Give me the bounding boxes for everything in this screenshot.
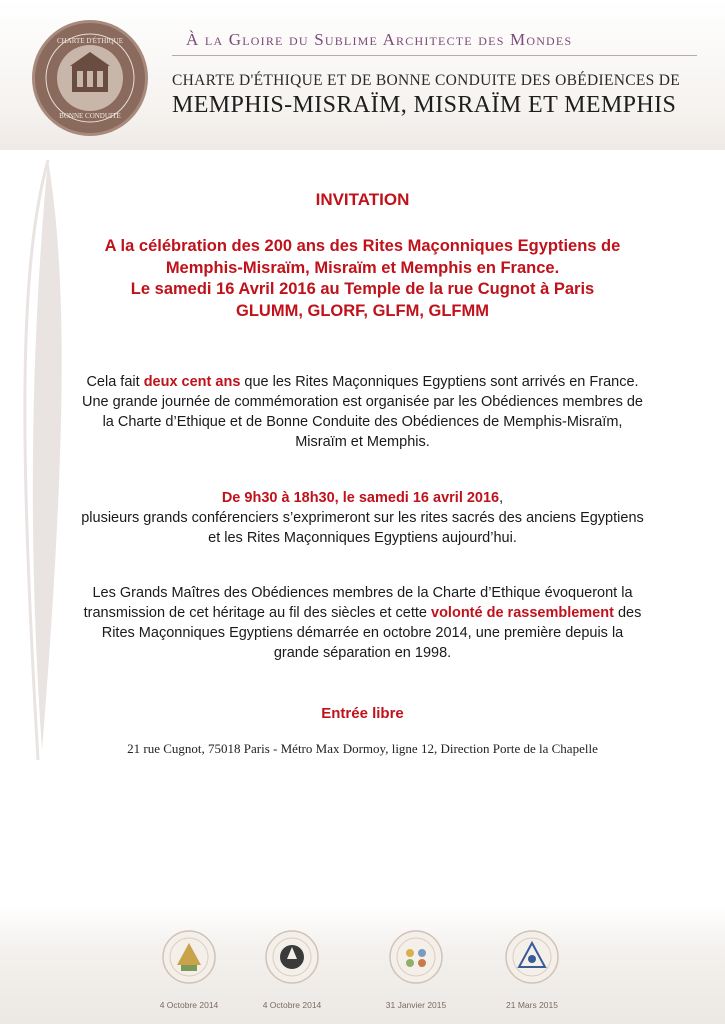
highlight-text: volonté de rassemblement bbox=[431, 605, 614, 621]
glorf-seal-icon bbox=[264, 929, 320, 985]
charter-seal-logo bbox=[30, 18, 150, 138]
free-entry-label: Entrée libre bbox=[321, 705, 404, 722]
event-address: 21 rue Cugnot, 75018 Paris - Métro Max Dormoy, ligne 12, Direction Porte de la Chapelle bbox=[127, 741, 598, 756]
logo-date: 31 Janvier 2015 bbox=[385, 1000, 447, 1010]
paragraph-line bbox=[0, 603, 725, 623]
paragraph-line: grande séparation en 1998. bbox=[273, 645, 452, 661]
logo-date: 4 Octobre 2014 bbox=[159, 1000, 219, 1010]
logo-date: 21 Mars 2015 bbox=[506, 1000, 558, 1010]
text-run: transmission de cet héritage au fil des siècles et cette bbox=[83, 605, 432, 621]
paragraph-line: plusieurs grands conférenciers s’exprimeront sur les rites sacrés des anciens Egyptiens bbox=[81, 510, 644, 526]
subtitle-line: A la célébration des 200 ans des Rites Maçonniques Egyptiens de bbox=[104, 237, 621, 255]
paragraph-line: et les Rites Maçonniques Egyptiens aujourd’hui. bbox=[208, 530, 517, 546]
subtitle-line: Le samedi 16 Avril 2016 au Temple de la rue Cugnot à Paris bbox=[130, 280, 595, 298]
logo-date: 4 Octobre 2014 bbox=[262, 1000, 322, 1010]
header-tagline: À la Gloire du Sublime Architecte des Mondes bbox=[186, 30, 573, 49]
text-run: Cela fait bbox=[86, 374, 144, 390]
svg-text:BONNE CONDUITE: BONNE CONDUITE bbox=[59, 112, 121, 120]
highlight-text: deux cent ans bbox=[143, 374, 241, 390]
schedule-paragraph bbox=[0, 488, 725, 548]
header-obediences-line: MEMPHIS-MISRAÏM, MISRAÏM ET MEMPHIS bbox=[172, 92, 677, 118]
paragraph-line: la Charte d’Ethique et de Bonne Conduite des Obédiences de Memphis-Misraïm, bbox=[102, 414, 623, 430]
intro-paragraph bbox=[0, 372, 725, 452]
event-subtitle bbox=[0, 236, 725, 322]
glfm-seal-icon bbox=[388, 929, 444, 985]
subtitle-line: GLUMM, GLORF, GLFM, GLFMM bbox=[236, 301, 489, 320]
svg-text:CHARTE D'ÉTHIQUE: CHARTE D'ÉTHIQUE bbox=[57, 37, 123, 45]
text-run: des bbox=[613, 605, 642, 621]
paragraph-line: Les Grands Maîtres des Obédiences membres de la Charte d’Ethique évoqueront la bbox=[92, 585, 633, 601]
text-run: , bbox=[499, 490, 504, 506]
page-footer bbox=[0, 905, 725, 1024]
paragraph-line: Une grande journée de commémoration est organisée par les Obédiences membres de bbox=[82, 394, 643, 410]
paragraph-line bbox=[0, 488, 725, 508]
invitation-title: INVITATION bbox=[315, 190, 410, 209]
paragraph-line: Rites Maçonniques Egyptiens démarrée en octobre 2014, une première depuis la bbox=[101, 625, 624, 641]
glumm-seal-icon bbox=[161, 929, 217, 985]
paragraph-line bbox=[0, 372, 725, 392]
text-run: que les Rites Maçonniques Egyptiens sont arrivés en France. bbox=[240, 374, 639, 390]
header-divider bbox=[172, 55, 697, 56]
glfmm-seal-icon bbox=[504, 929, 560, 985]
grand-masters-paragraph bbox=[0, 583, 725, 663]
header-charter-line: CHARTE D'ÉTHIQUE ET DE BONNE CONDUITE DES OBÉDIENCES DE bbox=[172, 72, 681, 89]
subtitle-line: Memphis-Misraïm, Misraïm et Memphis en France. bbox=[165, 258, 560, 277]
paragraph-line: Misraïm et Memphis. bbox=[295, 434, 430, 450]
highlight-text: De 9h30 à 18h30, le samedi 16 avril 2016 bbox=[221, 490, 500, 506]
